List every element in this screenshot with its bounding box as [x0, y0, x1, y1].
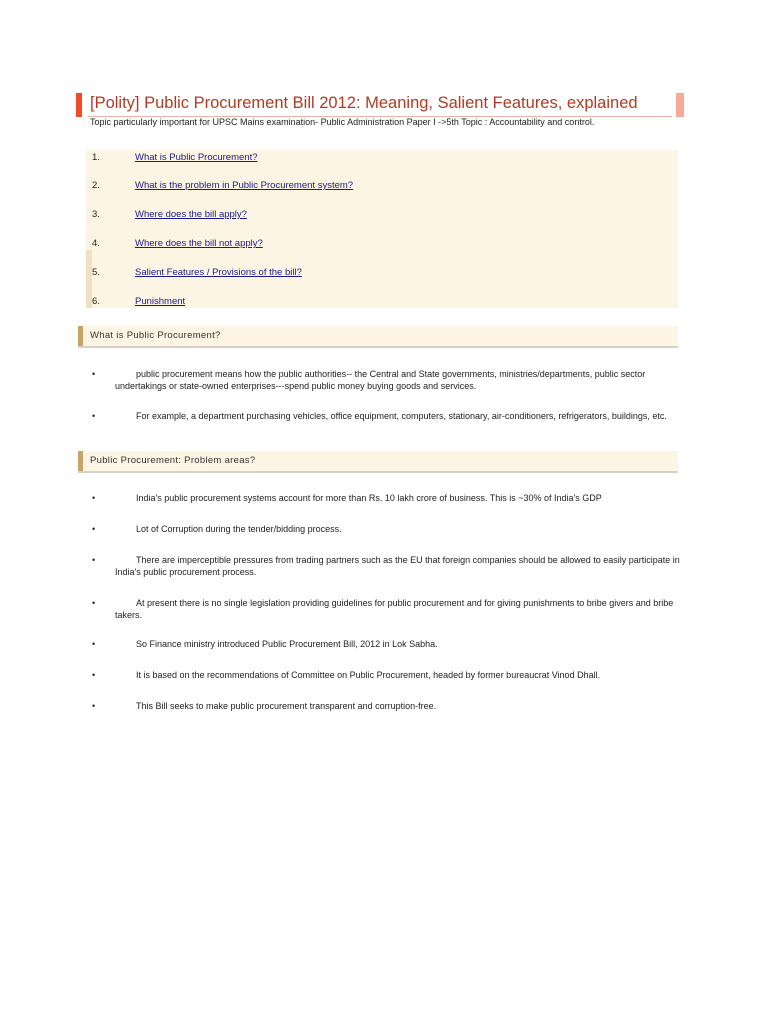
page-title: [Polity] Public Procurement Bill 2012: Meaning, Salient Features, explained	[90, 94, 638, 112]
title-bar	[76, 93, 684, 117]
bullet-glyph: •	[92, 598, 96, 608]
list-item	[92, 368, 682, 392]
section-underline	[78, 471, 678, 473]
list-item-text: Lot of Corruption during the tender/bidding process.	[136, 524, 342, 534]
toc-link[interactable]: Where does the bill not apply?	[135, 238, 263, 249]
page-subtitle: Topic particularly important for UPSC Mains examination- Public Administration Paper I ->5th Topic : Accountability and control.	[90, 117, 595, 127]
bullet-glyph: •	[92, 670, 96, 680]
section-accent	[78, 326, 83, 346]
toc-link[interactable]: Where does the bill apply?	[135, 209, 247, 220]
toc-number: 4.	[92, 238, 100, 249]
table-of-contents	[86, 150, 678, 308]
list-item-text: At present there is no single legislation providing guidelines for public procurement and for giving punishments to bribe givers and bribe takers.	[115, 598, 674, 620]
bullet-glyph: •	[92, 369, 96, 379]
list-item	[92, 523, 682, 535]
section-heading-label: Public Procurement: Problem areas?	[90, 455, 256, 466]
bullet-glyph: •	[92, 639, 96, 649]
toc-link[interactable]: Salient Features / Provisions of the bill?	[135, 267, 302, 278]
list-item	[92, 638, 682, 650]
list-item	[92, 700, 682, 712]
title-accent-right	[676, 93, 684, 117]
list-item-text: For example, a department purchasing vehicles, office equipment, computers, stationary, air-conditioners, refrigerators, buildings, etc.	[136, 411, 667, 421]
list-item	[92, 597, 682, 621]
list-item-text: It is based on the recommendations of Committee on Public Procurement, headed by former bureaucrat Vinod Dhall.	[136, 670, 601, 680]
bullet-glyph: •	[92, 524, 96, 534]
list-item-text: So Finance ministry introduced Public Procurement Bill, 2012 in Lok Sabha.	[136, 639, 438, 649]
list-item-text: public procurement means how the public authorities-- the Central and State governments, ministries/departments, public sector undertakings or state-owned enterprises---spend public money buying goods and services.	[115, 369, 646, 391]
list-item-text: There are imperceptible pressures from trading partners such as the EU that foreign companies should be allowed to easily participate in India's public procurement process.	[115, 555, 680, 577]
list-item	[92, 492, 682, 504]
list-item-text: This Bill seeks to make public procurement transparent and corruption-free.	[136, 701, 437, 711]
bullet-glyph: •	[92, 493, 96, 503]
toc-number: 1.	[92, 152, 100, 163]
toc-link[interactable]: What is the problem in Public Procurement system?	[135, 180, 354, 191]
bullet-glyph: •	[92, 411, 96, 421]
toc-link[interactable]: Punishment	[135, 296, 186, 307]
toc-number: 2.	[92, 180, 100, 191]
title-accent-left	[76, 93, 82, 117]
list-item	[92, 669, 682, 681]
section-heading	[78, 326, 678, 346]
list-item-text: India's public procurement systems account for more than Rs. 10 lakh crore of business. This is ~30% of India's GDP	[136, 493, 602, 503]
toc-number: 3.	[92, 209, 100, 220]
list-item	[92, 410, 682, 422]
toc-link[interactable]: What is Public Procurement?	[135, 152, 258, 163]
section-heading	[78, 451, 678, 471]
list-item	[92, 554, 682, 578]
bullet-glyph: •	[92, 555, 96, 565]
section-underline	[78, 346, 678, 348]
section-accent	[78, 451, 83, 471]
toc-number: 6.	[92, 296, 100, 307]
toc-number: 5.	[92, 267, 100, 278]
bullet-glyph: •	[92, 701, 96, 711]
section-heading-label: What is Public Procurement?	[90, 330, 221, 341]
